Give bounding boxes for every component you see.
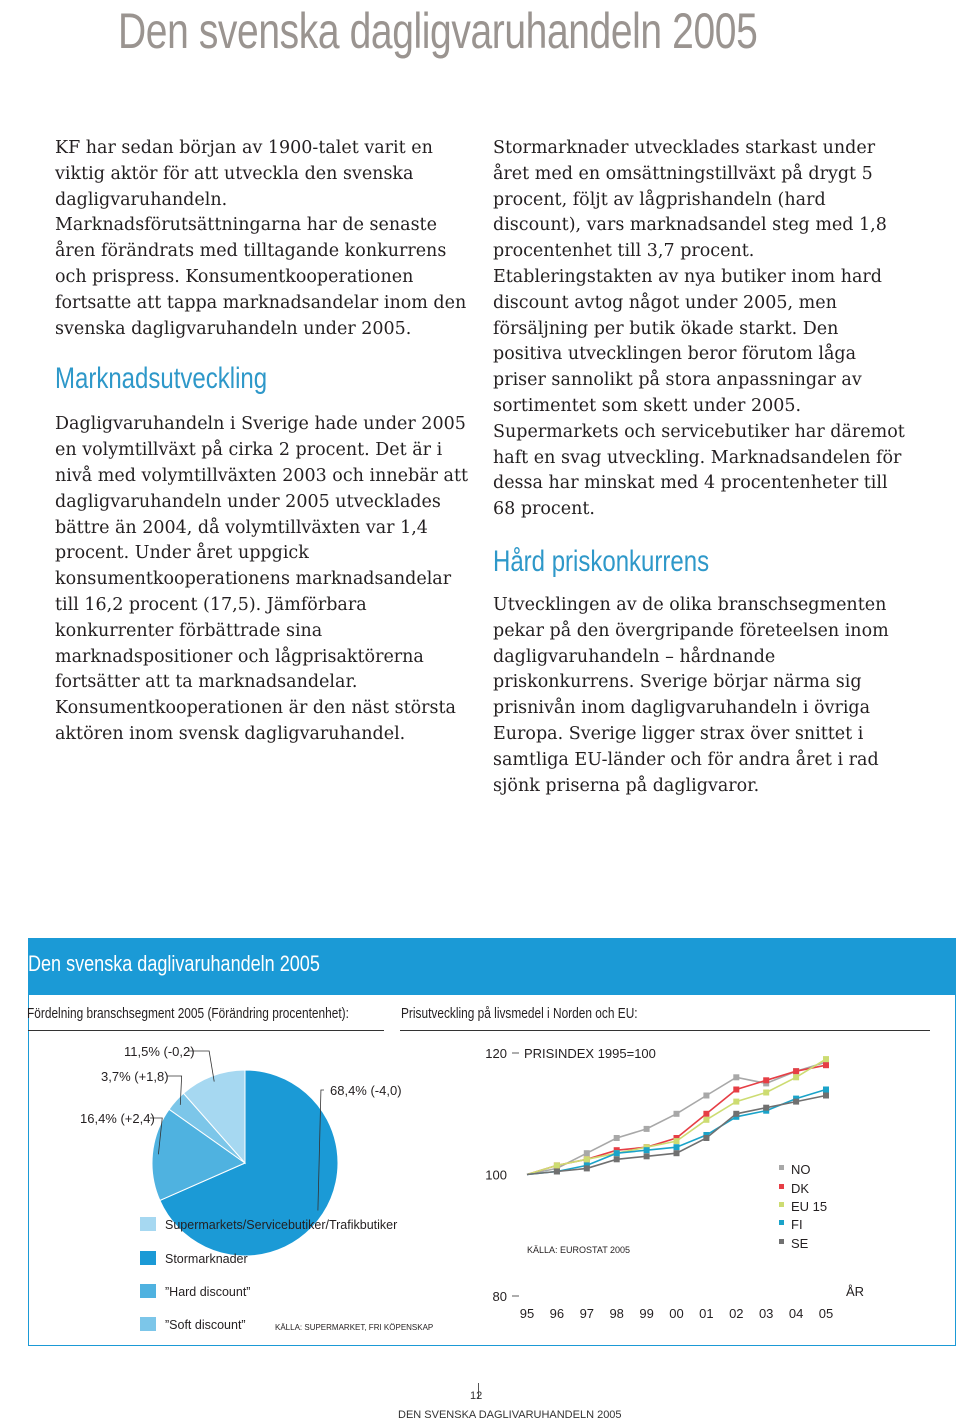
line-chart-subtitle: Prisutveckling på livsmedel i Norden och EU: — [401, 1006, 638, 1022]
left-intro-paragraph: KF har sedan början av 1900-talet varit en viktig aktör för att utveckla den svenska dagligvaruhandeln. Marknadsförutsättningarna har de senaste åren förändrats med tilltagande konkurrens och prispress. Konsumentkooperationen fortsatte att tappa marknadsandelar inom den svenska dagligvaruhandeln under 2005. — [55, 138, 467, 339]
statistics-box-title — [28, 951, 320, 977]
pie-data-label: 68,4% (-4,0) — [330, 1083, 402, 1098]
page-title: Den svenska dagligvaruhandeln 2005 — [118, 3, 758, 59]
legend-swatch — [779, 1184, 784, 1189]
legend-swatch — [140, 1284, 156, 1298]
legend-label: Stormarknader — [165, 1252, 248, 1266]
series-marker — [644, 1153, 650, 1159]
legend-swatch — [779, 1239, 784, 1244]
series-line — [527, 1065, 826, 1174]
series-marker — [823, 1087, 829, 1093]
x-tick-label: 95 — [519, 1306, 535, 1321]
series-marker — [674, 1144, 680, 1150]
series-marker — [823, 1056, 829, 1062]
y-tick-label: 100 — [485, 1167, 507, 1183]
series-marker — [793, 1074, 799, 1080]
heading-hard-priskonkurrens: Hård priskonkurrens — [493, 544, 710, 578]
legend-label: SE — [791, 1236, 809, 1251]
series-marker — [584, 1156, 590, 1162]
series-marker — [614, 1135, 620, 1141]
y-tick-label: 80 — [492, 1289, 507, 1304]
x-tick-label: 02 — [729, 1306, 744, 1321]
legend-swatch — [140, 1317, 156, 1331]
series-marker — [823, 1093, 829, 1099]
legend-label: ”Soft discount” — [165, 1318, 246, 1332]
series-marker — [703, 1117, 709, 1123]
series-marker — [554, 1169, 560, 1175]
page-number: 12 — [470, 1390, 483, 1402]
line-source-note: KÄLLA: EUROSTAT 2005 — [527, 1245, 631, 1255]
series-marker — [614, 1156, 620, 1162]
series-marker — [733, 1111, 739, 1117]
heading-marknadsutveckling: Marknadsutveckling — [55, 362, 268, 396]
legend-label: NO — [791, 1162, 811, 1177]
series-line — [527, 1062, 826, 1174]
y-tick-label: 120 — [485, 1046, 507, 1061]
pie-chart-subtitle: Fördelning branschsegment 2005 (Förändring procentenhet): — [27, 1006, 349, 1022]
right-column — [493, 136, 913, 799]
legend-label: ”Hard discount” — [165, 1285, 251, 1299]
x-tick-label: 05 — [818, 1306, 834, 1321]
legend-swatch — [779, 1220, 784, 1225]
footer-title: DEN SVENSKA DAGLIVARUHANDELN 2005 — [398, 1409, 622, 1421]
series-marker — [703, 1111, 709, 1117]
x-tick-label: 03 — [758, 1306, 774, 1321]
series-marker — [674, 1150, 680, 1156]
series-marker — [584, 1165, 590, 1171]
pie-data-label: 3,7% (+1,8) — [101, 1069, 169, 1084]
legend-swatch — [779, 1165, 784, 1170]
series-marker — [763, 1105, 769, 1111]
right-intro-paragraph: Stormarknader utvecklades starkast under året med en omsättningstillväxt på drygt 5 procent, följt av lågprishandeln (hard discount), vars marknadsandel steg med 1,8 procentenhet till 3,7 procent. Etableringstakten av nya butiker inom hard discount avtog något under 2005, men försäljning per butik ökade starkt. Den positiva utvecklingen beror förutom låga priser sannolikt på stora anpassningar av sortimentet som skett under 2005. Supermarkets och servicebutiker har däremot haft en svag utveckling. Marknadsandelen för dessa har minskat med 4 procentenheter till 68 procent. — [493, 138, 905, 520]
x-tick-label: 04 — [788, 1306, 804, 1321]
series-marker — [614, 1150, 620, 1156]
x-tick-label: 99 — [639, 1306, 654, 1321]
pie-data-label: 16,4% (+2,4) — [80, 1111, 155, 1126]
series-marker — [674, 1138, 680, 1144]
series-marker — [644, 1147, 650, 1153]
series-marker — [674, 1111, 680, 1117]
chart-annotation: PRISINDEX 1995=100 — [524, 1046, 656, 1061]
series-marker — [763, 1090, 769, 1096]
series-marker — [823, 1062, 829, 1068]
statistics-box-title-area — [28, 938, 956, 994]
pie-chart — [0, 1030, 470, 1340]
series-marker — [793, 1068, 799, 1074]
series-marker — [644, 1126, 650, 1132]
series-marker — [703, 1135, 709, 1141]
series-marker — [793, 1099, 799, 1105]
pie-data-label: 11,5% (-0,2) — [124, 1044, 195, 1059]
x-tick-label: 98 — [609, 1306, 624, 1321]
x-axis-label: ÅR — [846, 1284, 865, 1299]
left-body-paragraph: Dagligvaruhandeln i Sverige hade under 2005 en volymtillväxt på cirka 2 procent. Det är i nivå med volymtillväxten 2003 och innebär att dagligvaruhandeln under 2005 utvecklades bättre än 2004, då volymtillväxten var 1,4 procent. Under året uppgick konsumentkooperationens marknadsandelar till 16,2 procent (17,5). Jämförbara konkurrenter förbättrade sina marknadspositioner och lågprisaktörerna fortsätter att ta marknadsandelar. Konsumentkooperationen är den näst största aktören inom svensk dagligvaruhandel. — [55, 414, 469, 744]
left-column — [55, 136, 470, 748]
legend-swatch — [140, 1251, 156, 1265]
statistics-box-title-text: Den svenska daglivaruhandeln 2005 — [28, 951, 320, 976]
legend-label: DK — [791, 1181, 810, 1196]
x-tick-label: 96 — [549, 1306, 565, 1321]
x-tick-label: 01 — [699, 1306, 714, 1321]
series-marker — [554, 1162, 560, 1168]
x-tick-label: 00 — [669, 1306, 684, 1321]
legend-label: FI — [791, 1217, 803, 1232]
series-marker — [584, 1150, 590, 1156]
legend-swatch — [779, 1202, 784, 1207]
series-marker — [763, 1077, 769, 1083]
right-body-paragraph: Utvecklingen av de olika branschsegmenten pekar på den övergripande företeelsen inom dagligvaruhandeln – hårdnande priskonkurrens. Sverige börjar närma sig prisnivån inom dagligvaruhandeln i övriga Europa. Sverige ligger strax över snittet i samtliga EU-länder och för andra året i rad sjönk priserna på dagligvaror. — [493, 594, 889, 796]
x-tick-label: 97 — [579, 1306, 595, 1321]
line-chart — [470, 1030, 940, 1340]
series-marker — [703, 1093, 709, 1099]
series-marker — [733, 1087, 739, 1093]
series-marker — [733, 1099, 739, 1105]
legend-label: EU 15 — [791, 1199, 828, 1214]
pie-source-note: KÄLLA: SUPERMARKET, FRI KÖPENSKAP — [275, 1323, 434, 1332]
legend-swatch — [140, 1217, 156, 1231]
legend-label: Supermarkets/Servicebutiker/Trafikbutiker — [165, 1218, 398, 1232]
series-marker — [733, 1074, 739, 1080]
